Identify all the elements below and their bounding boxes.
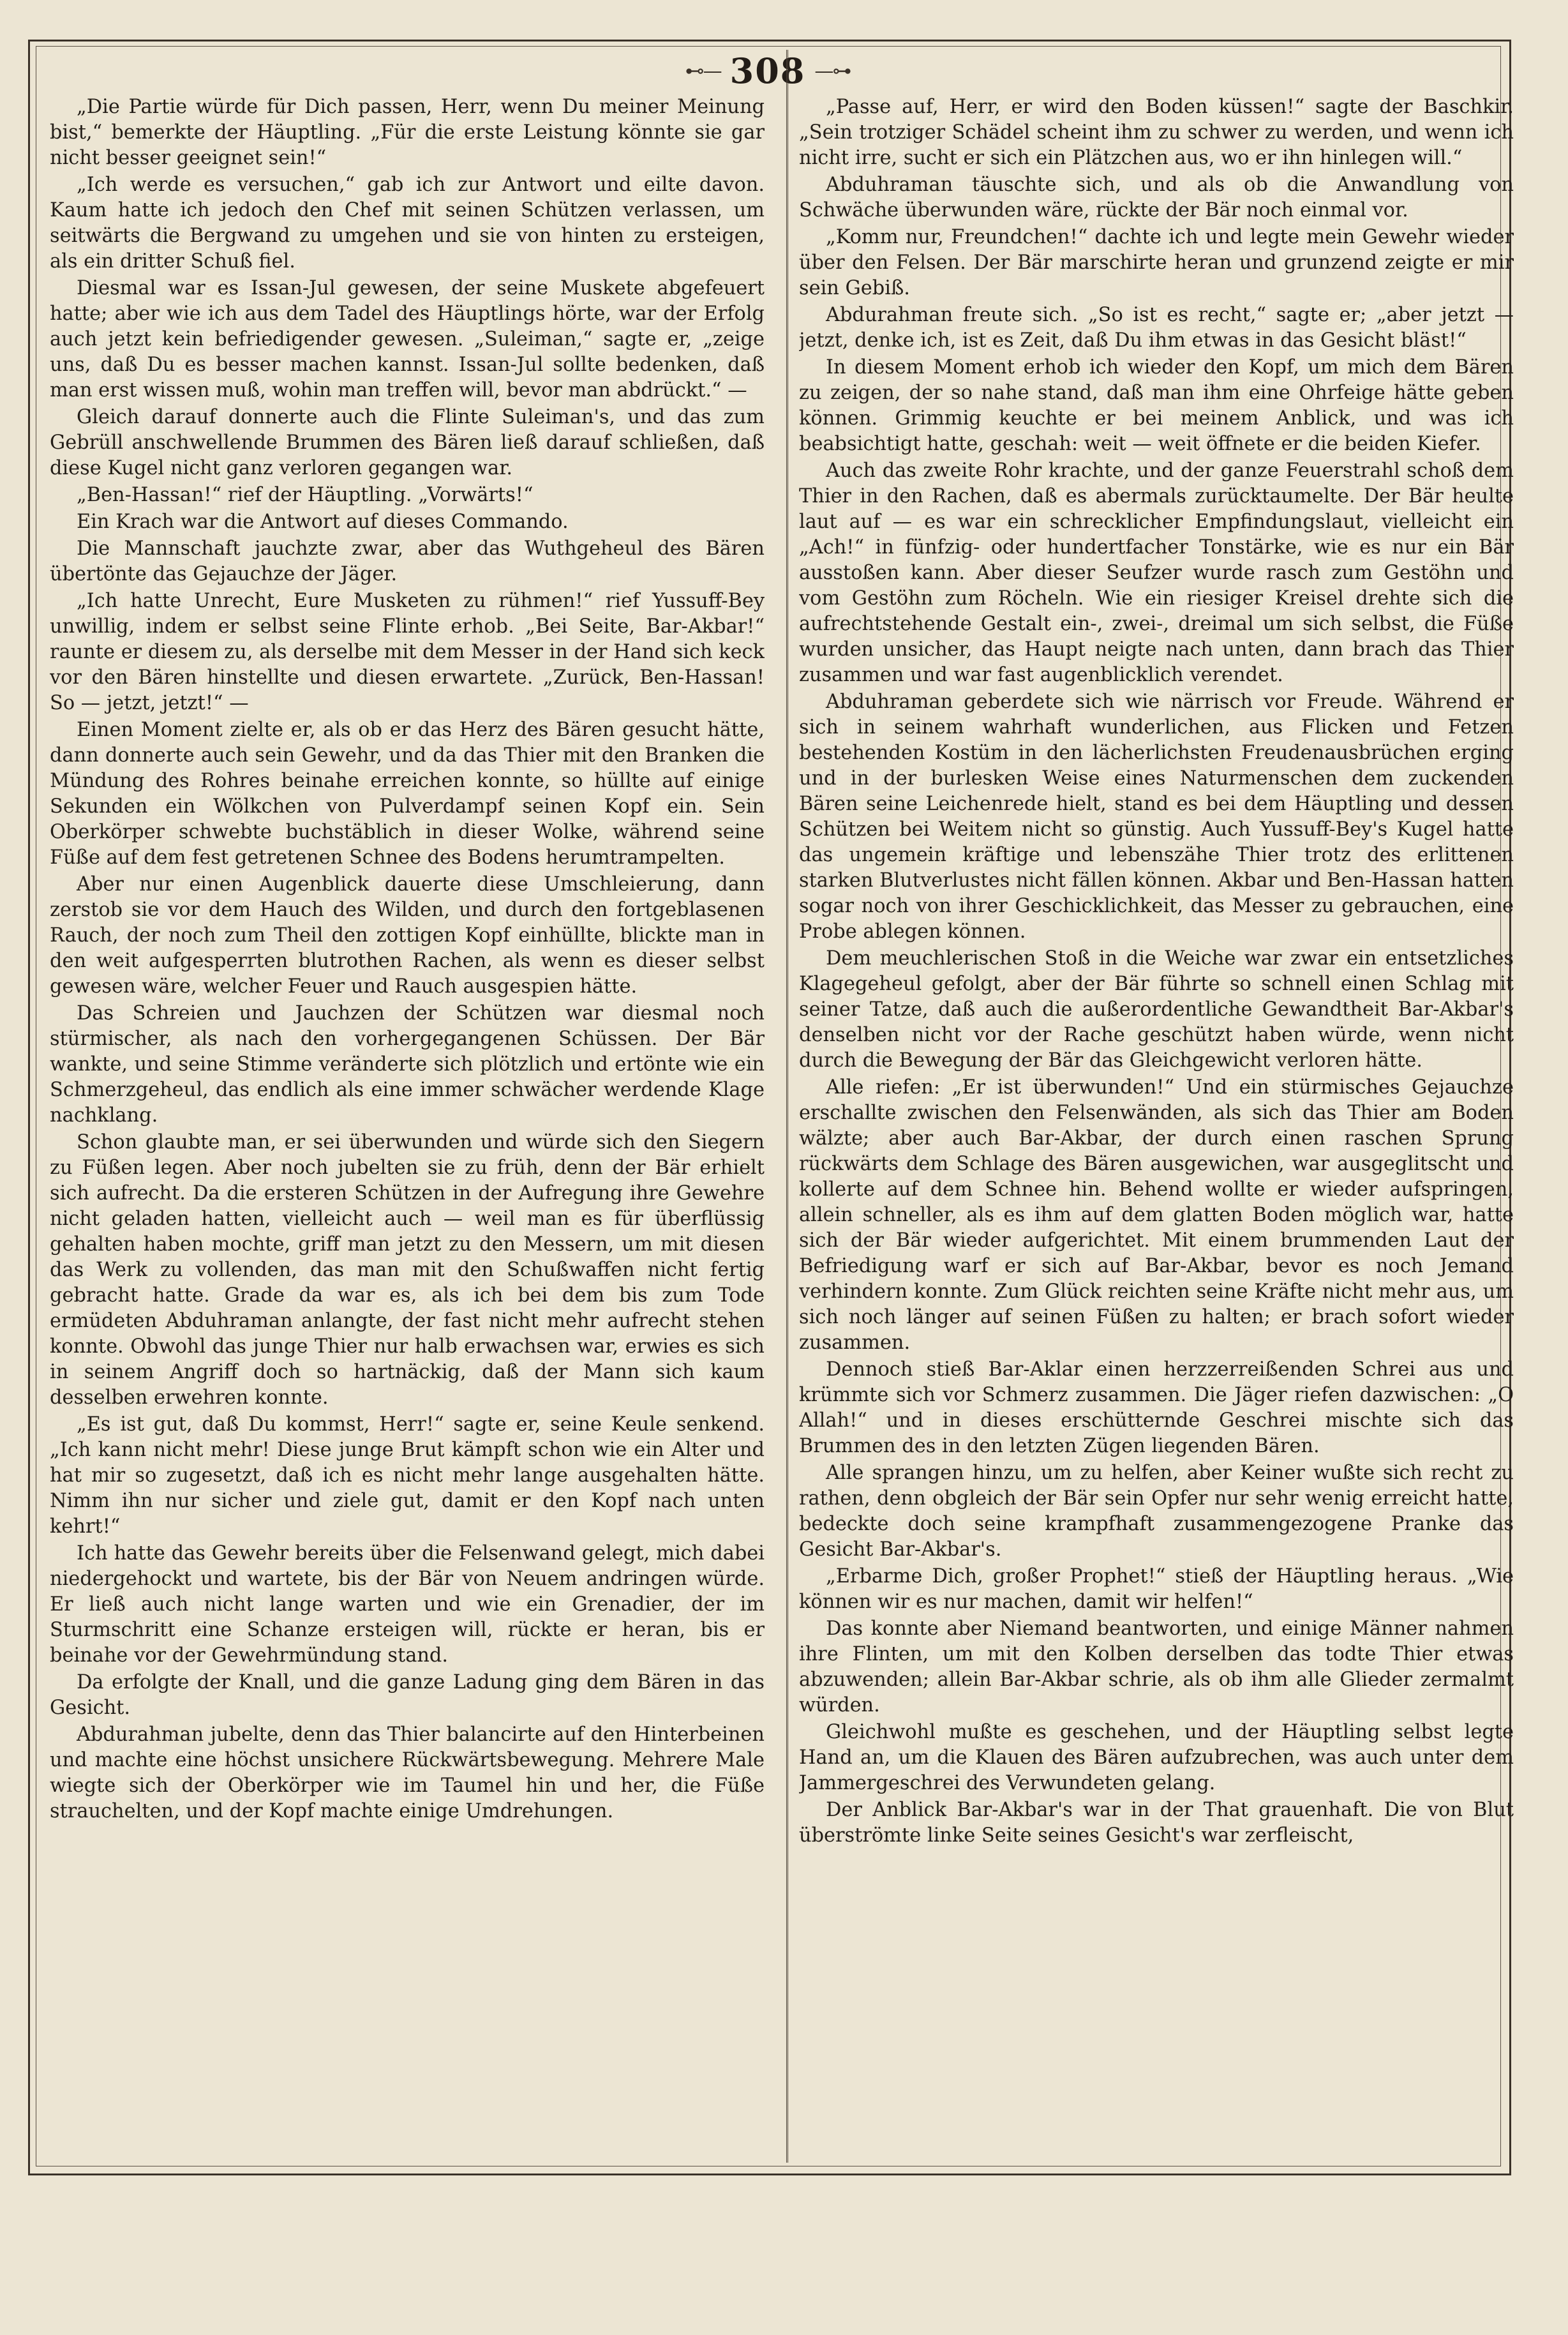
- paragraph: Aber nur einen Augenblick dauerte diese Umschleierung, dann zerstob sie vor dem Hauch des Wilden, und durch den fortgeblasenen Rauch, der noch zum Theil den zottigen Kopf einhüllte, blickte man in den weit aufgesperrten blutrothen Rachen, als wenn es dieser selbst gewesen wäre, welcher Feuer und Rauch ausgespien hätte.: [50, 873, 765, 998]
- paragraph: „Komm nur, Freundchen!“ dachte ich und legte mein Gewehr wieder über den Felsen. Der Bär marschirte heran und grunzend zeigte er mir sein Gebiß.: [799, 226, 1514, 299]
- paragraph: In diesem Moment erhob ich wieder den Kopf, um mich dem Bären zu zeigen, der so nahe stand, daß man ihm eine Ohrfeige hätte geben können. Grimmig keuchte er bei meinem Anblick, und was ich beabsichtigt hatte, geschah: weit — weit öffnete er die beiden Kiefer.: [799, 356, 1514, 455]
- paragraph: „Passe auf, Herr, er wird den Boden küssen!“ sagte der Baschkir. „Sein trotziger Schädel scheint ihm zu schwer zu werden, und wenn ich nicht irre, sucht er sich ein Plätzchen aus, wo er ihn hinlegen will.“: [799, 96, 1514, 169]
- paragraph: Abdurahman jubelte, denn das Thier balancirte auf den Hinterbeinen und machte eine höchst unsichere Rückwärtsbewegung. Mehrere Male wiegte sich der Oberkörper wie im Taumel hin und her, die Füße strauchelten, und der Kopf machte einige Umdrehungen.: [50, 1723, 765, 1822]
- paragraph: Dennoch stieß Bar-Aklar einen herzzerreißenden Schrei aus und krümmte sich vor Schmerz zusammen. Die Jäger riefen dazwischen: „O Allah!“ und in dieses erschütternde Geschrei mischte sich das Brummen des in den letzten Zügen liegenden Bären.: [799, 1358, 1514, 1457]
- paragraph: Da erfolgte der Knall, und die ganze Ladung ging dem Bären in das Gesicht.: [50, 1671, 765, 1719]
- paragraph: Ich hatte das Gewehr bereits über die Felsenwand gelegt, mich dabei niedergehockt und wartete, bis der Bär von Neuem andringen würde. Er ließ auch nicht lange warten und wie ein Grenadier, der im Sturmschritt eine Schanze ersteigen will, rückte er heran, bis er beinahe vor der Gewehrmündung stand.: [50, 1542, 765, 1667]
- paragraph: Dem meuchlerischen Stoß in die Weiche war zwar ein entsetzliches Klagegeheul gefolgt, aber der Bär führte so schnell einen Schlag mit seiner Tatze, daß auch die außerordentliche Gewandtheit Bar-Akbar's denselben nicht vor der Rache geschützt haben würde, wenn nicht durch die Bewegung der Bär das Gleichgewicht verloren hätte.: [799, 947, 1514, 1072]
- paragraph: Die Mannschaft jauchzte zwar, aber das Wuthgeheul des Bären übertönte das Gejauchze der Jäger.: [50, 537, 765, 585]
- paragraph: Gleich darauf donnerte auch die Flinte Suleiman's, und das zum Gebrüll anschwellende Brummen des Bären ließ darauf schließen, daß diese Kugel nicht ganz verloren gegangen war.: [50, 406, 765, 479]
- paragraph: Der Anblick Bar-Akbar's war in der That grauenhaft. Die von Blut überströmte linke Seite seines Gesicht's war zerfleischt,: [799, 1799, 1514, 1847]
- left-column: [50, 94, 765, 2156]
- paragraph: Abdurahman freute sich. „So ist es recht,“ sagte er; „aber jetzt — jetzt, denke ich, ist es Zeit, daß Du ihm etwas in das Gesicht bläst!“: [799, 304, 1514, 352]
- paragraph: Das konnte aber Niemand beantworten, und einige Männer nahmen ihre Flinten, um mit den Kolben derselben das todte Thier etwas abzuwenden; allein Bar-Akbar schrie, als ob ihm alle Glieder zermalmt würden.: [799, 1618, 1514, 1716]
- page-header: [36, 46, 1500, 96]
- paragraph: Gleichwohl mußte es geschehen, und der Häuptling selbst legte Hand an, um die Klauen des Bären aufzubrechen, was auch unter dem Jammergeschrei des Verwundeten gelang.: [799, 1721, 1514, 1794]
- paragraph: Alle riefen: „Er ist überwunden!“ Und ein stürmisches Gejauchze erschallte zwischen den Felsenwänden, als sich das Thier am Boden wälzte; aber auch Bar-Akbar, der durch einen raschen Sprung rückwärts dem Schlage des Bären ausgewichen, war ausgeglitscht und kollerte auf dem Schnee hin. Behend wollte er wieder aufspringen, allein schneller, als es ihm auf dem glatten Boden möglich war, hatte sich der Bär wieder aufgerichtet. Mit einem brummenden Laut der Befriedigung warf er sich auf Bar-Akbar, bevor es noch Jemand verhindern konnte. Zum Glück reichten seine Kräfte nicht mehr aus, um sich noch länger auf seinen Füßen zu halten; er brach sofort wieder zusammen.: [799, 1076, 1514, 1354]
- paragraph: Das Schreien und Jauchzen der Schützen war diesmal noch stürmischer, als nach den vorhergegangenen Schüssen. Der Bär wankte, und seine Stimme veränderte sich plötzlich und ertönte wie ein Schmerzgeheul, das endlich als eine immer schwächer werdende Klage nachklang.: [50, 1002, 765, 1127]
- paragraph: „Es ist gut, daß Du kommst, Herr!“ sagte er, seine Keule senkend. „Ich kann nicht mehr! Diese junge Brut kämpft schon wie ein Alter und hat mir so zugesetzt, daß ich es nicht mehr lange ausgehalten hätte. Nimm ihn nur sicher und ziele gut, damit er den Kopf nach unten kehrt!“: [50, 1413, 765, 1538]
- paragraph: „Erbarme Dich, großer Prophet!“ stieß der Häuptling heraus. „Wie können wir es nur machen, damit wir helfen!“: [799, 1565, 1514, 1613]
- paragraph: Auch das zweite Rohr krachte, und der ganze Feuerstrahl schoß dem Thier in den Rachen, daß es abermals zurücktaumelte. Der Bär heulte laut auf — es war ein schrecklicher Empfindungslaut, vielleicht ein „Ach!“ in fünfzig- oder hundertfacher Tonstärke, wie es nur ein Bär ausstoßen kann. Aber dieser Seufzer wurde rasch zum Gestöhn und vom Gestöhn zum Röcheln. Wie ein riesiger Kreisel drehte sich die aufrechtstehende Gestalt ein-, zwei-, dreimal um sich selbst, die Füße wurden unsicher, das Haupt neigte nach unten, dann brach das Thier zusammen und war fast augenblicklich verendet.: [799, 460, 1514, 686]
- paragraph: Diesmal war es Issan-Jul gewesen, der seine Muskete abgefeuert hatte; aber wie ich aus dem Tadel des Häuptlings hörte, war der Erfolg auch jetzt kein befriedigender gewesen. „Suleiman,“ sagte er, „zeige uns, daß Du es besser machen kannst. Issan-Jul sollte bedenken, daß man erst wissen muß, wohin man treffen will, bevor man abdrückt.“ —: [50, 277, 765, 402]
- paragraph: Abduhraman geberdete sich wie närrisch vor Freude. Während er sich in seinem wahrhaft wunderlichen, aus Flicken und Fetzen bestehenden Kostüm in den lächerlichsten Freudenausbrüchen erging und in der burlesken Weise eines Naturmenschen dem zuckenden Bären seine Leichenrede hielt, stand es bei dem Häuptling und dessen Schützen bei Weitem nicht so günstig. Auch Yussuff-Bey's Kugel hatte das ungemein kräftige und lebenszähe Thier trotz des erlittenen starken Blutverlustes nicht fällen können. Akbar und Ben-Hassan hatten sogar noch von ihrer Geschicklichkeit, das Messer zu gebrauchen, eine Probe ablegen können.: [799, 691, 1514, 943]
- ornament-right-icon: —⊶: [814, 59, 851, 82]
- paragraph: „Die Partie würde für Dich passen, Herr, wenn Du meiner Meinung bist,“ bemerkte der Häuptling. „Für die erste Leistung könnte sie gar nicht besser geeignet sein!“: [50, 96, 765, 169]
- paragraph: Schon glaubte man, er sei überwunden und würde sich den Siegern zu Füßen legen. Aber noch jubelten sie zu früh, denn der Bär erhielt sich aufrecht. Da die ersteren Schützen in der Aufregung ihre Gewehre nicht geladen hatten, vielleicht auch — weil man es für überflüssig gehalten haben mochte, griff man jetzt zu den Messern, um mit diesen das Werk zu vollenden, das man mit den Schußwaffen nicht fertig gebracht hatte. Grade da war es, als ich bei dem bis zum Tode ermüdeten Abduhraman anlangte, der fast nicht mehr aufrecht stehen konnte. Obwohl das junge Thier nur halb erwachsen war, erwies es sich in seinem Angriff doch so hartnäckig, daß der Mann sich kaum desselben erwehren konnte.: [50, 1131, 765, 1409]
- paragraph: Ein Krach war die Antwort auf dieses Commando.: [77, 511, 569, 533]
- paragraph: Abduhraman täuschte sich, und als ob die Anwandlung von Schwäche überwunden wäre, rückte der Bär noch einmal vor.: [799, 174, 1514, 221]
- paragraph: „Ich werde es versuchen,“ gab ich zur Antwort und eilte davon. Kaum hatte ich jedoch den Chef mit seinen Schützen verlassen, um seitwärts die Bergwand zu umgehen und sie von hinten zu ersteigen, als ein dritter Schuß fiel.: [50, 174, 765, 273]
- paragraph: „Ben-Hassan!“ rief der Häuptling. „Vorwärts!“: [77, 484, 534, 506]
- right-column: [799, 94, 1514, 2156]
- paragraph: „Ich hatte Unrecht, Eure Musketen zu rühmen!“ rief Yussuff-Bey unwillig, indem er selbst seine Flinte erhob. „Bei Seite, Bar-Akbar!“ raunte er diesem zu, als derselbe mit dem Messer in der Hand sich keck vor den Bären hinstellte und diesen erwartete. „Zurück, Ben-Hassan! So — jetzt, jetzt!“ —: [50, 590, 765, 714]
- page-number: 308: [729, 50, 806, 91]
- paragraph: Einen Moment zielte er, als ob er das Herz des Bären gesucht hätte, dann donnerte auch sein Gewehr, und da das Thier mit den Branken die Mündung des Rohres beinahe erreichen konnte, so hüllte auf einige Sekunden ein Wölkchen von Pulverdampf seinen Kopf ein. Sein Oberkörper schwebte buchstäblich in dieser Wolke, während seine Füße auf dem fest getretenen Schnee des Bodens herumtrampelten.: [50, 719, 765, 869]
- ornament-left-icon: ⊷—: [685, 59, 721, 82]
- column-divider: [786, 50, 788, 2163]
- paragraph: Alle sprangen hinzu, um zu helfen, aber Keiner wußte sich recht zu rathen, denn obgleich der Bär sein Opfer nur sehr wenig erreicht hatte, bedeckte doch seine krampfhaft zusammengezogene Pranke das Gesicht Bar-Akbar's.: [799, 1462, 1514, 1561]
